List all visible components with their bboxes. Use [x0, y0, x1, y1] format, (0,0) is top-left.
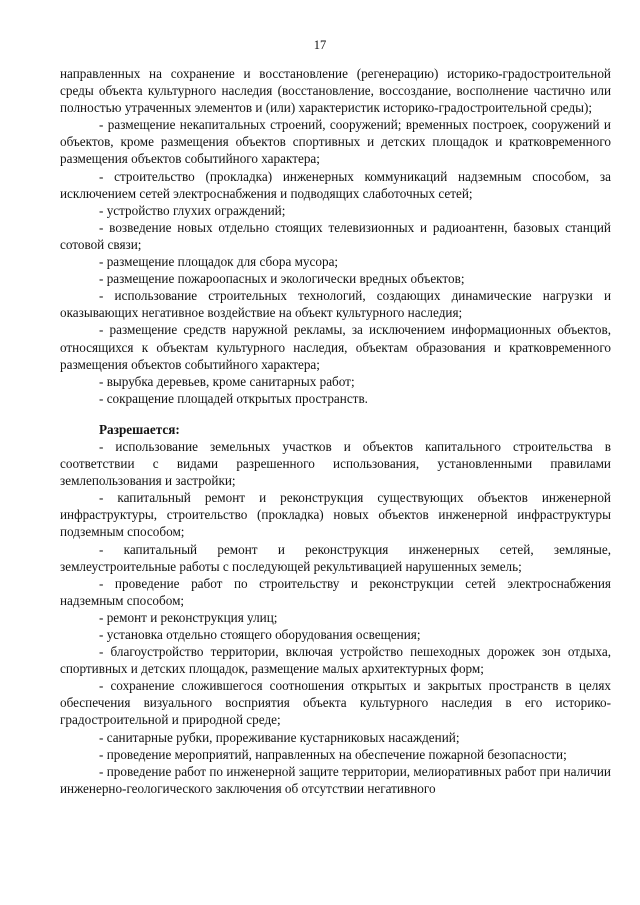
prohibited-item: - размещение пожароопасных и экологически вредных объектов; [99, 271, 465, 287]
allowed-item: - установка отдельно стоящего оборудования освещения; [99, 627, 421, 642]
allowed-list [60, 438, 611, 797]
allowed-item: - санитарные рубки, прореживание кустарниковых насаждений; [99, 729, 460, 745]
allowed-item: - проведение работ по строительству и реконструкции сетей электроснабжения надземным способом; [60, 575, 611, 608]
prohibited-item: - вырубка деревьев, кроме санитарных работ; [99, 373, 355, 389]
allowed-heading: Разрешается: [99, 421, 180, 437]
prohibited-item: - возведение новых отдельно стоящих телевизионных и радиоантенн, базовых станций сотовой связи; [60, 219, 611, 252]
continuation-paragraph: направленных на сохранение и восстановление (регенерацию) историко-градостроительной среды объекта культурного наследия (восстановление, воссоздание, восполнение частично или полностью утраченных элементов и (или) характеристик историко-градостроительной среды); [60, 66, 611, 116]
allowed-item: - сохранение сложившегося соотношения открытых и закрытых пространств в целях обеспечения визуального восприятия объекта культурного наследия в его историко-градостроительной и природной среде; [60, 678, 611, 728]
allowed-item: - благоустройство территории, включая устройство пешеходных дорожек зон отдыха, спортивных и детских площадок, размещение малых архитектурных форм; [60, 644, 611, 677]
allowed-item: - проведение мероприятий, направленных на обеспечение пожарной безопасности; [99, 746, 567, 762]
prohibited-item: - строительство (прокладка) инженерных коммуникаций надземным способом, за исключением сетей электроснабжения и подводящих слаботочных сетей; [60, 168, 611, 201]
allowed-item: - проведение работ по инженерной защите территории, мелиоративных работ при наличии инженерно-геологического заключения об отсутствии негативного [60, 763, 611, 796]
allowed-item: - капитальный ремонт и реконструкция инженерных сетей, земляные, землеустроительные работы с последующей рекультивацией нарушенных земель; [60, 541, 611, 574]
document-body [60, 65, 611, 797]
prohibited-item: - сокращение площадей открытых пространств. [99, 390, 368, 406]
allowed-item: - ремонт и реконструкция улиц; [99, 609, 278, 625]
allowed-item: - капитальный ремонт и реконструкция существующих объектов инженерной инфраструктуры, строительство (прокладка) новых объектов инженерной инфраструктуры подземным способом; [60, 490, 611, 540]
prohibited-list [60, 116, 611, 407]
prohibited-item: - использование строительных технологий, создающих динамические нагрузки и оказывающих негативное воздействие на объект культурного наследия; [60, 288, 611, 321]
allowed-item: - использование земельных участков и объектов капитального строительства в соответствии с видами разрешенного использования, установленными правилами землепользования и застройки; [60, 438, 611, 489]
prohibited-item: - устройство глухих ограждений; [99, 202, 286, 218]
prohibited-item: - размещение площадок для сбора мусора; [99, 254, 339, 270]
page-number: 17 [313, 38, 327, 52]
prohibited-item: - размещение средств наружной рекламы, за исключением информационных объектов, относящихся к объектам культурного наследия, объектам образования и кратковременного размещения объектов событийного характера; [60, 322, 611, 372]
prohibited-item: - размещение некапитальных строений, сооружений; временных построек, сооружений и объектов, кроме размещения объектов спортивных и детских площадок и кратковременного размещения объектов событийного характера; [60, 117, 611, 167]
